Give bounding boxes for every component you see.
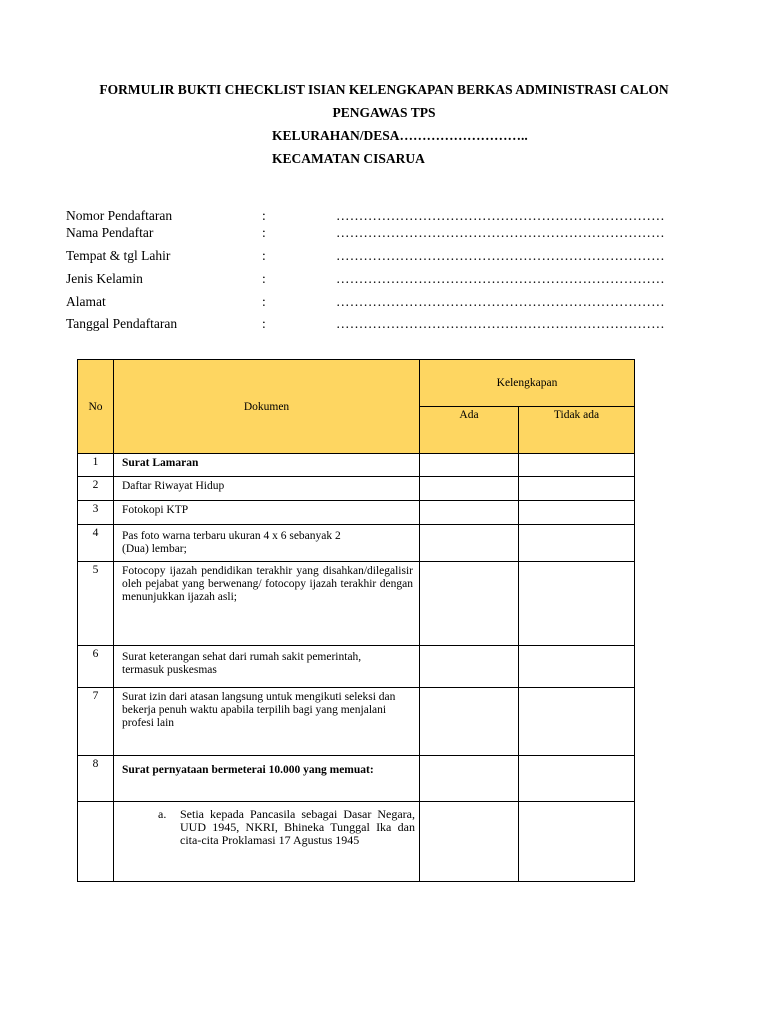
sub-item-a xyxy=(114,802,419,847)
check-tidak-ada[interactable] xyxy=(519,501,635,525)
kecamatan-line: KECAMATAN CISARUA xyxy=(272,151,425,166)
table-row xyxy=(78,802,635,882)
check-ada[interactable] xyxy=(420,454,519,477)
sub-item-letter: a. xyxy=(158,807,167,821)
field-label: Tanggal Pendaftaran xyxy=(66,316,178,331)
table-row xyxy=(78,562,635,646)
check-tidak-ada[interactable] xyxy=(519,562,635,646)
table-row xyxy=(78,756,635,802)
check-tidak-ada[interactable] xyxy=(519,802,635,882)
check-ada[interactable] xyxy=(420,501,519,525)
row-number: 4 xyxy=(92,527,99,539)
row-number: 2 xyxy=(92,479,99,491)
header-kelengkapan: Kelengkapan xyxy=(420,360,635,407)
check-ada[interactable] xyxy=(420,756,519,802)
row-number: 8 xyxy=(92,758,99,770)
row-number: 5 xyxy=(92,564,99,576)
form-title-line1: FORMULIR BUKTI CHECKLIST ISIAN KELENGKAPAN BERKAS ADMINISTRASI CALON xyxy=(99,82,669,97)
table-row xyxy=(78,688,635,756)
field-blank: ……………………………………………………………… xyxy=(336,316,665,331)
check-ada[interactable] xyxy=(420,525,519,562)
row-document: Surat pernyataan bermeterai 10.000 yang memuat: xyxy=(122,764,374,776)
field-label: Nama Pendaftar xyxy=(66,225,154,240)
field-colon: : xyxy=(262,316,266,331)
check-tidak-ada[interactable] xyxy=(519,454,635,477)
check-ada[interactable] xyxy=(420,802,519,882)
row-number: 7 xyxy=(92,690,99,702)
field-label: Jenis Kelamin xyxy=(66,271,143,286)
check-ada[interactable] xyxy=(420,562,519,646)
check-tidak-ada[interactable] xyxy=(519,756,635,802)
row-document: Fotokopi KTP xyxy=(122,504,189,516)
check-ada[interactable] xyxy=(420,477,519,501)
field-blank: ……………………………………………………………… xyxy=(336,248,665,263)
sub-item-text: Setia kepada Pancasila sebagai Dasar Negara, UUD 1945, NKRI, Bhineka Tunggal Ika dan cita-cita Proklamasi 17 Agustus 1945 xyxy=(180,807,415,847)
check-tidak-ada[interactable] xyxy=(519,477,635,501)
field-blank: ……………………………………………………………… xyxy=(336,225,665,240)
checklist-table xyxy=(77,359,635,882)
header-no: No xyxy=(78,360,114,454)
table-row xyxy=(78,501,635,525)
table-row xyxy=(78,477,635,501)
row-document: Surat Lamaran xyxy=(122,457,199,469)
row-document: Surat keterangan sehat dari rumah sakit pemerintah, termasuk puskesmas xyxy=(122,651,362,676)
field-label: Tempat & tgl Lahir xyxy=(66,248,171,263)
table-row xyxy=(78,525,635,562)
row-document: Pas foto warna terbaru ukuran 4 x 6 sebanyak 2 (Dua) lembar; xyxy=(122,530,341,555)
table-row xyxy=(78,454,635,477)
kelurahan-line: KELURAHAN/DESA……………………….. xyxy=(272,128,528,143)
check-tidak-ada[interactable] xyxy=(519,525,635,562)
field-colon: : xyxy=(262,271,266,286)
row-document: Fotocopy ijazah pendidikan terakhir yang disahkan/dilegalisir oleh pejabat yang berwenang/ fotocopy ijazah terakhir dengan menunjukkan ijazah asli; xyxy=(122,565,413,603)
field-colon: : xyxy=(262,225,266,240)
form-title-line2: PENGAWAS TPS xyxy=(332,105,436,120)
field-blank: ……………………………………………………………… xyxy=(336,294,665,309)
field-colon: : xyxy=(262,248,266,263)
field-blank: ……………………………………………………………… xyxy=(336,208,665,223)
field-colon: : xyxy=(262,208,266,223)
field-blank: ……………………………………………………………… xyxy=(336,271,665,286)
field-label: Alamat xyxy=(66,294,106,309)
check-ada[interactable] xyxy=(420,646,519,688)
check-tidak-ada[interactable] xyxy=(519,646,635,688)
check-tidak-ada[interactable] xyxy=(519,688,635,756)
row-number: 3 xyxy=(92,503,99,515)
row-number: 1 xyxy=(92,456,99,468)
check-ada[interactable] xyxy=(420,688,519,756)
field-label: Nomor Pendaftaran xyxy=(66,208,173,223)
row-number: 6 xyxy=(92,648,99,660)
header-ada: Ada xyxy=(420,407,519,454)
header-dokumen: Dokumen xyxy=(114,360,420,454)
field-colon: : xyxy=(262,294,266,309)
row-document: Daftar Riwayat Hidup xyxy=(122,480,225,492)
row-document: Surat izin dari atasan langsung untuk mengikuti seleksi dan bekerja penuh waktu apabila terpilih bagi yang menjalani profesi lain xyxy=(122,691,396,729)
header-tidak-ada: Tidak ada xyxy=(519,407,635,454)
table-row xyxy=(78,646,635,688)
